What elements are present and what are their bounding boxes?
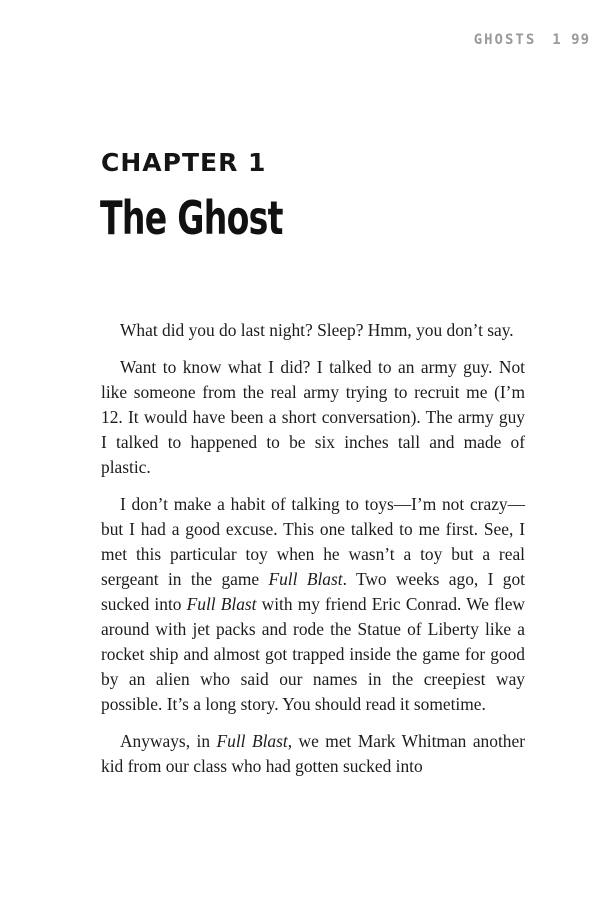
game-title: Full Blast <box>216 731 288 751</box>
body-text <box>101 318 525 791</box>
paragraph-4-part-b: , we met Mark Whitman another kid from our class who had gotten sucked into <box>101 731 525 776</box>
game-title: Full Blast <box>186 594 257 614</box>
chapter-label: CHAPTER 1 <box>101 148 267 177</box>
chapter-title: The Ghost <box>100 191 283 245</box>
paragraph-1: What did you do last night? Sleep? Hmm, you don’t say. <box>120 320 514 340</box>
running-title: GHOSTS <box>473 32 537 48</box>
game-title: Full Blast <box>268 569 343 589</box>
running-head <box>474 32 590 48</box>
paragraph-3-part-b: . Two weeks ago, I got sucked into <box>101 569 525 614</box>
paragraph-4 <box>101 729 525 779</box>
paragraph-3-part-a: I don’t make a habit of talking to toys—I’m not crazy—but I had a good excuse. This one talked to me first. See, I met this particular toy when he wasn’t a toy but a real sergeant in the game <box>101 494 525 589</box>
paragraph-3-part-c: with my friend Eric Conrad. We flew around with jet packs and rode the Statue of Liberty like a rocket ship and almost got trapped inside the game for good by an alien who said our names in the creepiest way possible. It’s a long story. You should read it sometime. <box>101 594 525 714</box>
paragraph-4-part-a: Anyways, in <box>120 731 217 751</box>
paragraph-2: Want to know what I did? I talked to an army guy. Not like someone from the real army trying to recruit me (I’m 12. It would have been a short conversation). The army guy I talked to happened to be six inches tall and made of plastic. <box>101 357 525 477</box>
paragraph-3 <box>101 492 525 717</box>
page-number: 1 99 <box>552 32 590 48</box>
